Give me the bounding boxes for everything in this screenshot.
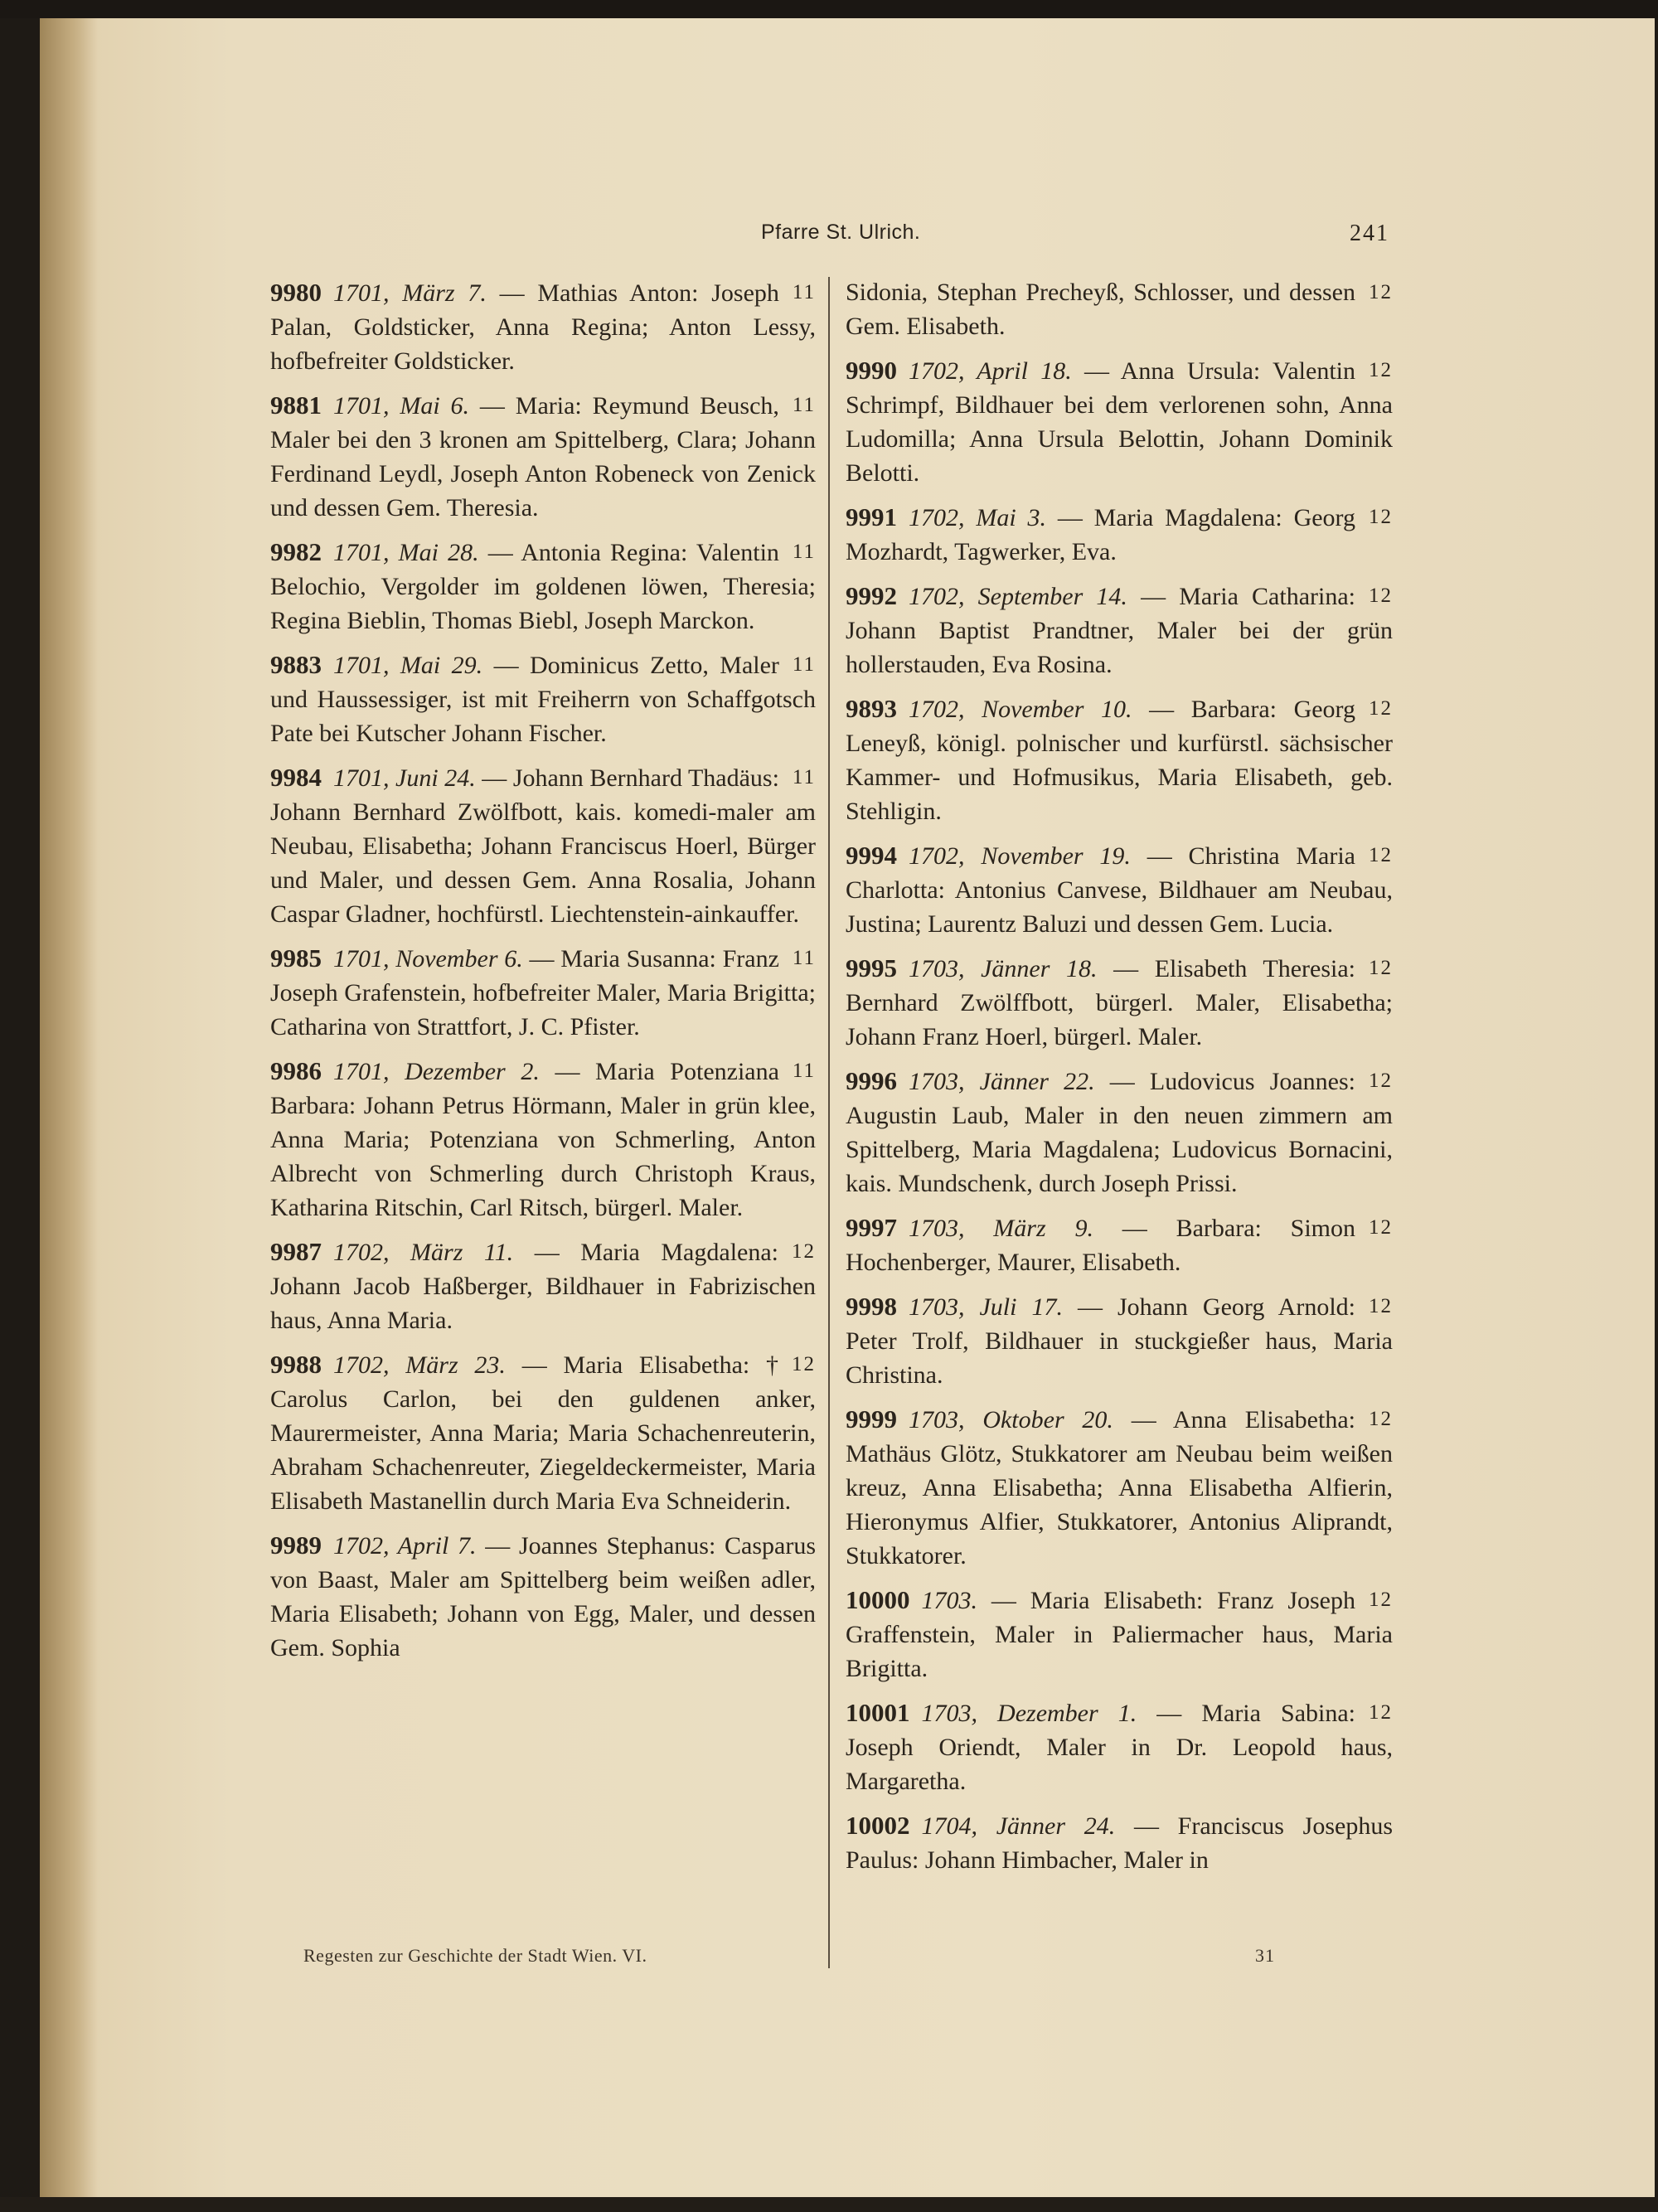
entry-date: 1701, Mai 29. — [333, 652, 483, 679]
entry-volume: 12 — [1369, 697, 1393, 720]
entry-text: — Maria Elisabeth: Franz Joseph Graffenstein, Maler in Paliermacher haus, Maria Brigitta. — [846, 1587, 1393, 1682]
footer-source: Regesten zur Geschichte der Stadt Wien. VI. — [303, 1945, 647, 1966]
entry-number: 10001 — [846, 1698, 910, 1727]
entry-number: 9985 — [270, 943, 322, 973]
entry-number: 9999 — [846, 1404, 897, 1433]
register-entry — [846, 1808, 1393, 1877]
entry-date: 1703, Juli 17. — [909, 1293, 1063, 1321]
entry-text: — Mathias Anton: Joseph Palan, Goldsticker, Anna Regina; Anton Lessy, hofbefreiter Goldsticker. — [270, 279, 816, 375]
entry-number: 9996 — [846, 1066, 897, 1095]
entry-date: 1702, April 18. — [909, 357, 1072, 385]
entry-volume: 12 — [1369, 1216, 1393, 1239]
page-number: 241 — [1350, 221, 1389, 246]
entry-number: 9998 — [846, 1292, 897, 1321]
entry-number: 9987 — [270, 1237, 322, 1266]
entry-volume: 12 — [1369, 844, 1393, 866]
entry-text: — Maria Catharina: Johann Baptist Prandtner, Maler bei der grün hollerstauden, Eva Rosina. — [846, 583, 1393, 678]
entry-volume: 12 — [1369, 1070, 1393, 1092]
page-header — [40, 221, 1655, 254]
register-entry — [270, 275, 816, 378]
entry-volume: 11 — [792, 653, 816, 676]
entry-volume: 11 — [792, 1060, 816, 1082]
entry-date: 1704, Jänner 24. — [921, 1812, 1116, 1840]
entry-text: — Barbara: Simon Hochenberger, Maurer, Elisabeth. — [846, 1215, 1355, 1276]
entry-text: — Maria Elisabetha: † Carolus Carlon, bei den guldenen anker, Maurermeister, Anna Maria; Maria Schachenreuterin, Abraham Schachenreuter, Ziegeldeckermeister, Maria Elisabeth Mastanellin durch Maria Eva Schneiderin. — [270, 1351, 816, 1515]
entry-volume: 11 — [792, 281, 816, 303]
entry-text: — Anna Ursula: Valentin Schrimpf, Bildhauer bei dem verlorenen sohn, Anna Ludomilla; Anna Ursula Belottin, Johann Dominik Belotti. — [846, 357, 1393, 487]
bottom-edge — [0, 2197, 1658, 2212]
register-entry — [270, 760, 816, 931]
entry-number: 9883 — [270, 650, 322, 679]
entry-date: 1701, Dezember 2. — [333, 1058, 540, 1085]
entry-number: 9980 — [270, 278, 322, 307]
entry-date: 1701, Mai 28. — [333, 539, 479, 566]
entry-volume: 12 — [1369, 359, 1393, 381]
entry-volume: 12 — [1369, 1589, 1393, 1611]
entry-number: 9881 — [270, 390, 322, 420]
entry-text: — Franciscus Josephus Paulus: Johann Himbacher, Maler in — [846, 1812, 1393, 1874]
right-column — [846, 275, 1393, 1887]
entry-volume: 11 — [792, 947, 816, 969]
entry-date: 1702, Mai 3. — [909, 504, 1046, 531]
entry-volume: 12 — [1369, 585, 1393, 607]
register-entry — [846, 1583, 1393, 1686]
register-entry — [270, 1528, 816, 1665]
register-entry — [846, 1210, 1393, 1279]
footer-sheet-number: 31 — [1255, 1945, 1275, 1966]
entry-number: 9893 — [846, 694, 897, 723]
book-page — [40, 18, 1655, 2197]
entry-text: — Christina Maria Charlotta: Antonius Canvese, Bildhauer am Neubau, Justina; Laurentz Baluzi und dessen Gem. Lucia. — [846, 842, 1393, 938]
entry-volume: 11 — [792, 766, 816, 788]
entry-number: 9992 — [846, 581, 897, 610]
entry-number: 9989 — [270, 1530, 322, 1560]
entry-text: — Ludovicus Joannes: Augustin Laub, Maler in den neuen zimmern am Spittelberg, Maria Magdalena; Ludovicus Bornacini, kais. Mundschenk, durch Joseph Prissi. — [846, 1068, 1393, 1197]
entry-volume: 12 — [1369, 1295, 1393, 1317]
entry-volume: 11 — [792, 541, 816, 563]
entry-text: — Maria Magdalena: Georg Mozhardt, Tagwerker, Eva. — [846, 504, 1356, 565]
register-entry — [846, 691, 1393, 828]
entry-date: 1703, Oktober 20. — [909, 1406, 1113, 1433]
register-entry — [846, 353, 1393, 490]
entry-date: 1702, September 14. — [909, 583, 1127, 610]
register-entry — [846, 1289, 1393, 1392]
entry-text: — Barbara: Georg Leneyß, königl. polnischer und kurfürstl. sächsischer Kammer- und Hofmusikus, Maria Elisabeth, geb. Stehligin. — [846, 696, 1393, 825]
register-entry — [270, 648, 816, 750]
column-divider — [828, 277, 830, 1968]
page-spine-shadow — [40, 18, 98, 2197]
entry-date: 1701, März 7. — [333, 279, 487, 307]
entry-date: 1702, November 19. — [909, 842, 1131, 870]
entry-number: 10002 — [846, 1811, 910, 1840]
entry-date: 1703. — [921, 1587, 977, 1614]
top-edge — [0, 0, 1658, 18]
entry-date: 1702, März 23. — [333, 1351, 506, 1379]
entry-text: — Maria: Reymund Beusch, Maler bei den 3 kronen am Spittelberg, Clara; Johann Ferdinand Leydl, Joseph Anton Robeneck von Zenick und dessen Gem. Theresia. — [270, 392, 816, 521]
register-entry — [270, 388, 816, 525]
entry-text: — Maria Potenziana Barbara: Johann Petrus Hörmann, Maler in grün klee, Anna Maria; Potenziana von Schmerling, Anton Albrecht von Schmerling durch Christoph Kraus, Katharina Ritschin, Carl Ritsch, bürgerl. Maler. — [270, 1058, 816, 1221]
page-footer — [40, 1945, 1655, 1973]
entry-text: Sidonia, Stephan Precheyß, Schlosser, und dessen Gem. Elisabeth. — [846, 279, 1355, 340]
entry-date: 1702, April 7. — [333, 1532, 477, 1560]
register-entry — [846, 1402, 1393, 1573]
entry-date: 1702, März 11. — [333, 1239, 514, 1266]
entry-number: 9991 — [846, 502, 897, 531]
entry-volume: 12 — [1369, 1408, 1393, 1430]
entry-text: — Johann Georg Arnold: Peter Trolf, Bildhauer in stuckgießer haus, Maria Christina. — [846, 1293, 1393, 1389]
entry-number: 9986 — [270, 1056, 322, 1085]
continuation-entry — [846, 275, 1393, 343]
entry-date: 1701, Juni 24. — [333, 764, 476, 792]
entry-volume: 12 — [1369, 281, 1393, 303]
entry-volume: 11 — [792, 394, 816, 416]
entry-date: 1703, Dezember 1. — [921, 1700, 1137, 1727]
entry-number: 9995 — [846, 953, 897, 982]
entry-volume: 12 — [792, 1240, 816, 1263]
entry-number: 10000 — [846, 1585, 910, 1614]
register-entry — [270, 941, 816, 1044]
register-entry — [270, 1347, 816, 1518]
entry-volume: 12 — [792, 1353, 816, 1375]
entry-text: — Anna Elisabetha: Mathäus Glötz, Stukkatorer am Neubau beim weißen kreuz, Anna Elisabetha; Anna Elisabetha Alfierin, Hieronymus Alfier, Stukkatorer, Antonius Aliprandt, Stukkatorer. — [846, 1406, 1393, 1569]
entry-text: — Maria Magdalena: Johann Jacob Haßberger, Bildhauer in Fabrizischen haus, Anna Maria. — [270, 1239, 816, 1334]
entry-text: — Joannes Stephanus: Casparus von Baast, Maler am Spittelberg beim weißen adler, Maria Elisabeth; Johann von Egg, Maler, und dessen Gem. Sophia — [270, 1532, 817, 1661]
register-entry — [846, 1695, 1393, 1798]
entry-number: 9982 — [270, 537, 322, 566]
entry-text: — Maria Sabina: Joseph Oriendt, Maler in Dr. Leopold haus, Margaretha. — [846, 1700, 1393, 1795]
register-entry — [270, 535, 816, 638]
register-entry — [270, 1235, 816, 1337]
register-entry — [846, 500, 1393, 569]
entry-text: — Maria Susanna: Franz Joseph Grafenstein, hofbefreiter Maler, Maria Brigitta; Catharina von Strattfort, J. C. Pfister. — [270, 945, 816, 1041]
entry-number: 9997 — [846, 1213, 897, 1242]
entry-number: 9990 — [846, 356, 897, 385]
entry-date: 1703, Jänner 22. — [909, 1068, 1095, 1095]
entry-text: — Johann Bernhard Thadäus: Johann Bernhard Zwölfbott, kais. komedi-maler am Neubau, Elisabetha; Johann Franciscus Hoerl, Bürger und Maler, und dessen Gem. Anna Rosalia, Johann Caspar Gladner, hochfürstl. Liechtenstein-ainkauffer. — [270, 764, 816, 928]
entry-number: 9994 — [846, 841, 897, 870]
entry-text: — Dominicus Zetto, Maler und Haussessiger, ist mit Freiherrn von Schaffgotsch Pate bei Kutscher Johann Fischer. — [270, 652, 816, 747]
entry-number: 9984 — [270, 763, 322, 792]
register-entry — [846, 1064, 1393, 1201]
entry-date: 1703, März 9. — [909, 1215, 1093, 1242]
entry-number: 9988 — [270, 1350, 322, 1379]
entry-volume: 12 — [1369, 506, 1393, 528]
register-entry — [846, 838, 1393, 941]
entry-volume: 12 — [1369, 1701, 1393, 1724]
register-entry — [846, 951, 1393, 1054]
entry-volume: 12 — [1369, 957, 1393, 979]
entry-text: — Antonia Regina: Valentin Belochio, Vergolder im goldenen löwen, Theresia; Regina Bieblin, Thomas Biebl, Joseph Marckon. — [270, 539, 816, 634]
entry-date: 1703, Jänner 18. — [909, 955, 1098, 982]
running-title: Pfarre St. Ulrich. — [761, 221, 921, 244]
entry-date: 1702, November 10. — [909, 696, 1132, 723]
entry-date: 1701, November 6. — [333, 945, 523, 973]
register-entry — [270, 1054, 816, 1225]
register-entry — [846, 579, 1393, 682]
entry-text: — Elisabeth Theresia: Bernhard Zwölffbott, bürgerl. Maler, Elisabetha; Johann Franz Hoerl, bürgerl. Maler. — [846, 955, 1393, 1050]
left-column — [270, 275, 816, 1675]
entry-date: 1701, Mai 6. — [333, 392, 470, 420]
